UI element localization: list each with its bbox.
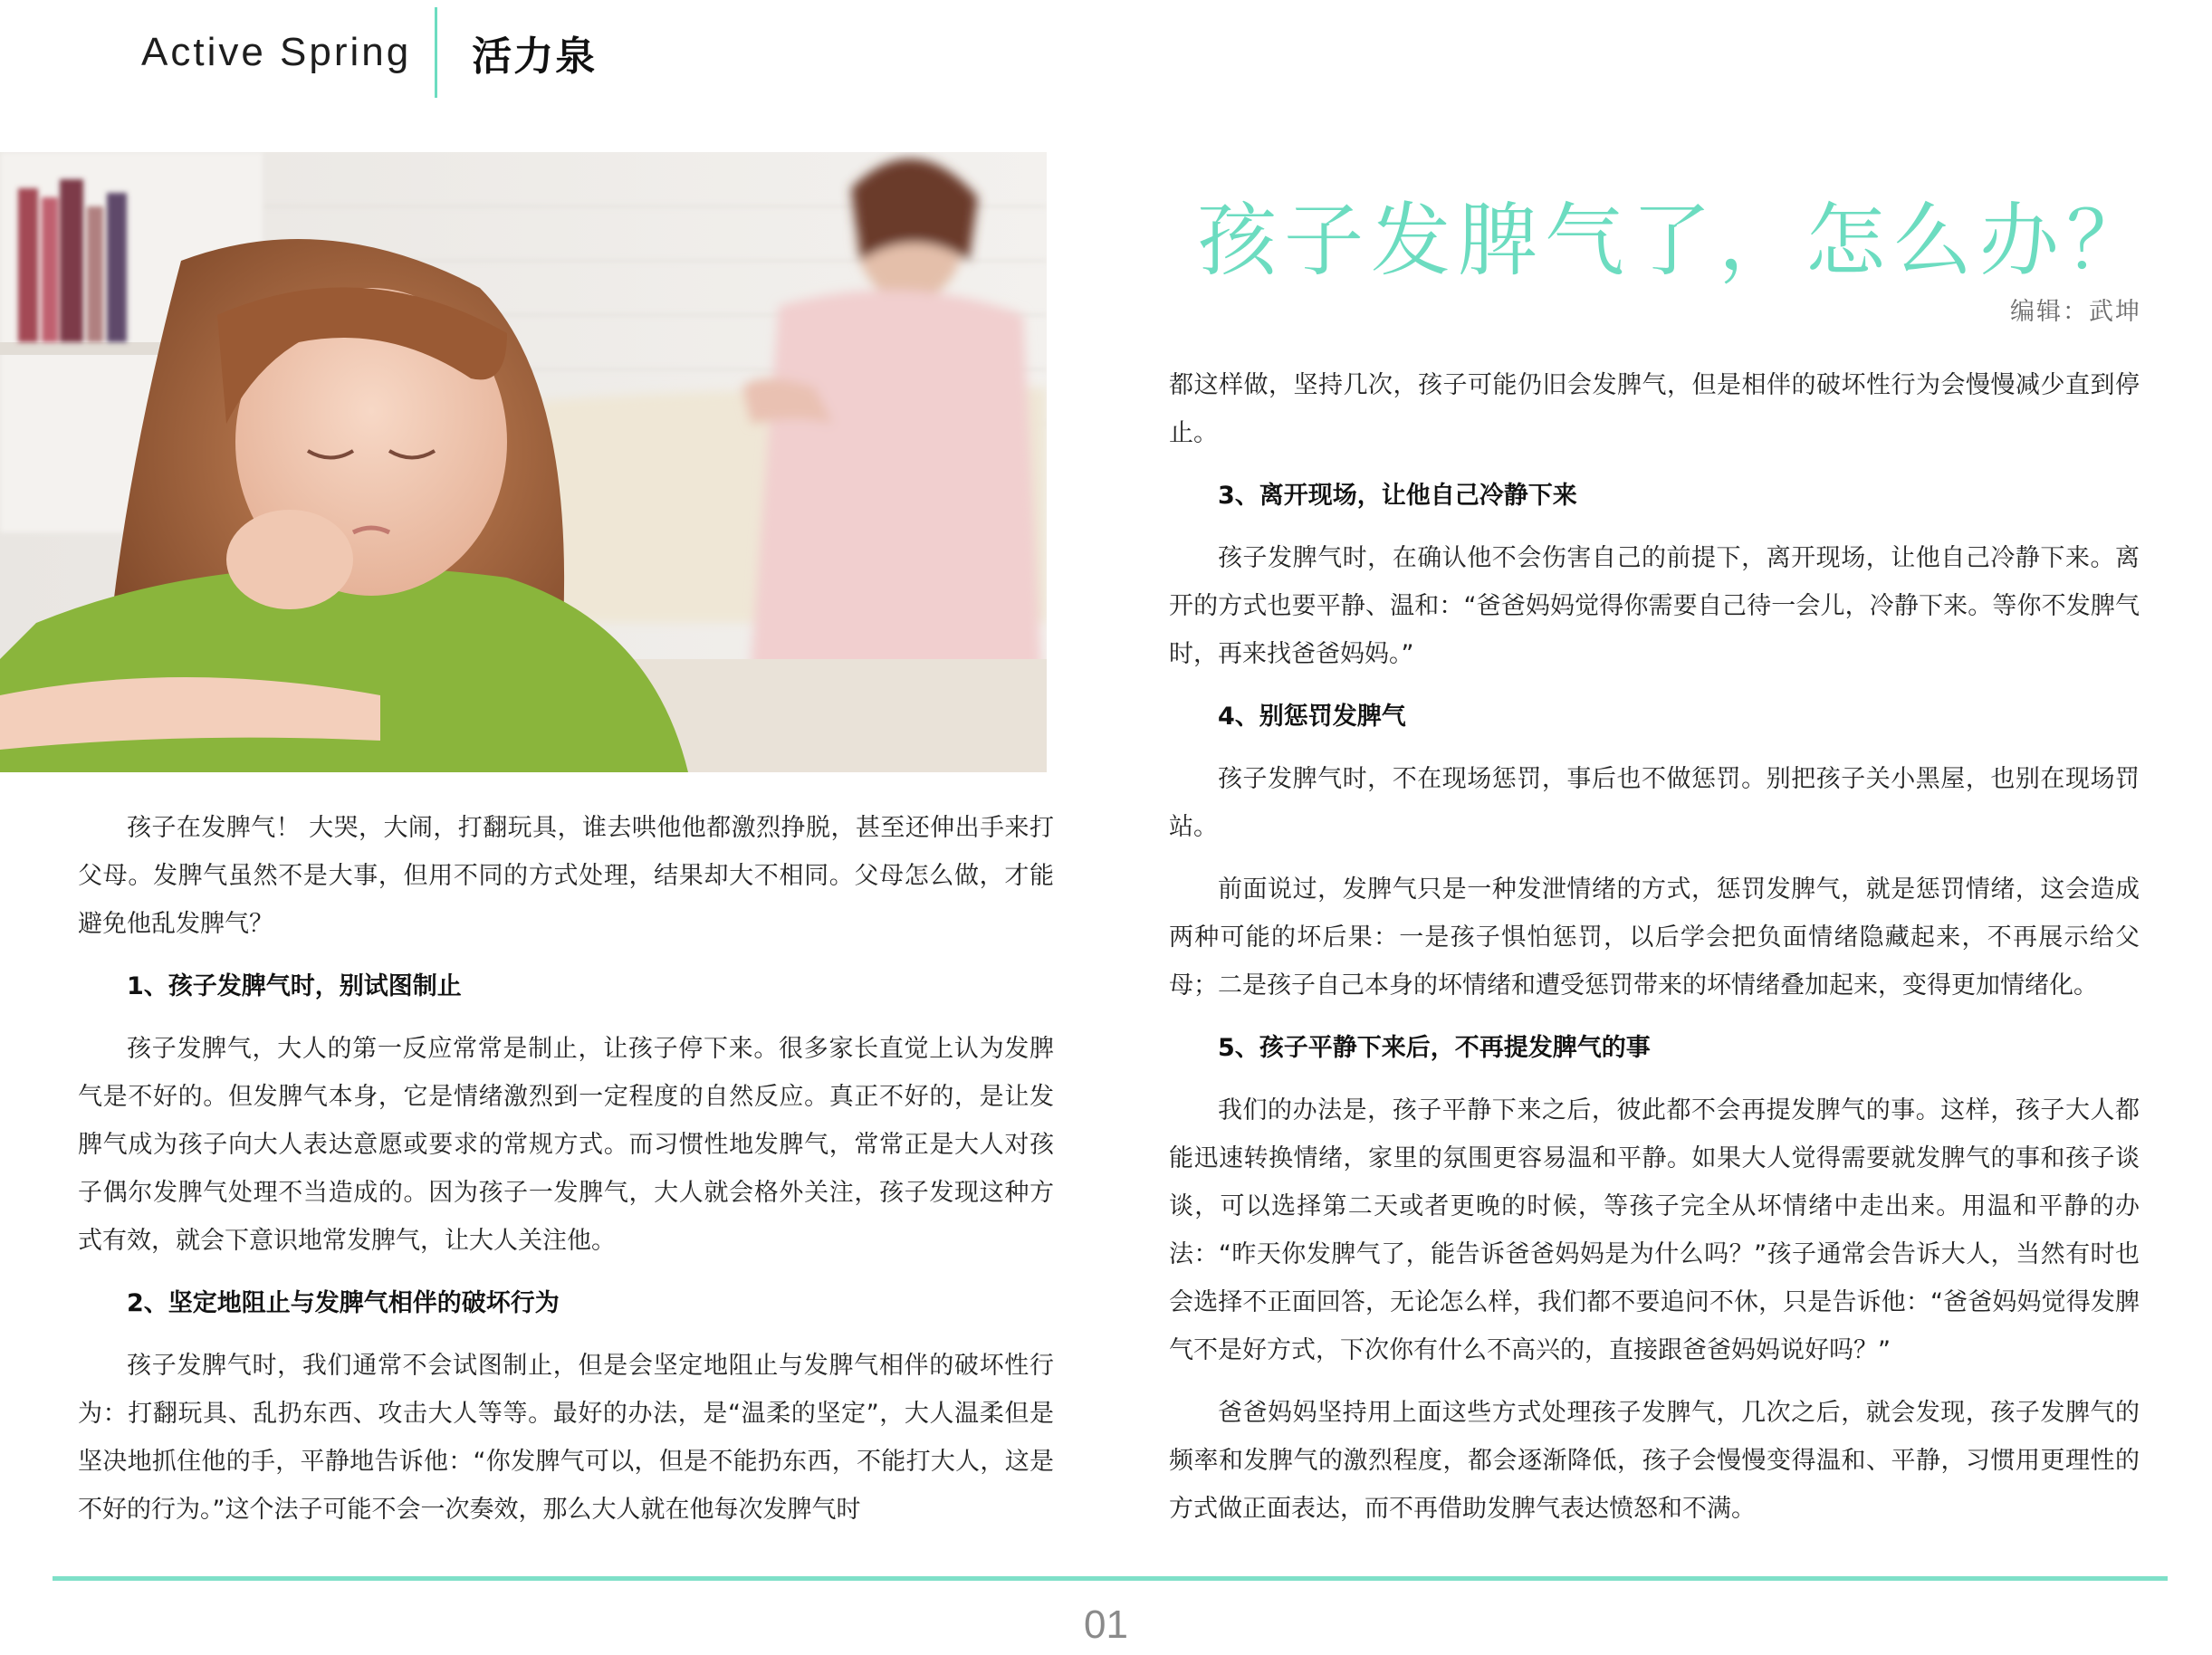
intro-paragraph: 孩子在发脾气！ 大哭，大闹，打翻玩具，谁去哄他他都激烈挣脱，甚至还伸出手来打父母。发脾气虽然不是大事，但用不同的方式处理，结果却大不相同。父母怎么做，才能避免他乱发脾气？: [78, 814, 1054, 938]
header-divider: [435, 7, 437, 98]
article-photo: [0, 152, 1047, 772]
page-number: 01: [1084, 1602, 1128, 1647]
section-paragraph-2-continued: 都这样做，坚持几次，孩子可能仍旧会发脾气，但是相伴的破坏性行为会慢慢减少直到停止。: [1169, 371, 2140, 447]
section-heading-3: 3、离开现场，让他自己冷静下来: [1218, 482, 1577, 510]
section-heading-4: 4、别惩罚发脾气: [1218, 703, 1406, 731]
footer-rule: [53, 1576, 2168, 1581]
section-heading-2: 2、坚定地阻止与发脾气相伴的破坏行为: [127, 1289, 560, 1317]
section-paragraph-4b: 前面说过，发脾气只是一种发泄情绪的方式，惩罚发脾气，就是惩罚情绪，这会造成两种可能的坏后果：一是孩子惧怕惩罚，以后学会把负面情绪隐藏起来，不再展示给父母；二是孩子自己本身的坏情绪和遭受惩罚带来的坏情绪叠加起来，变得更加情绪化。: [1169, 875, 2140, 1000]
left-text-column: [78, 804, 1054, 1548]
section-heading-1: 1、孩子发脾气时，别试图制止: [127, 972, 462, 1000]
editor-credit: 编辑：武坤: [2010, 298, 2141, 326]
article-title: 孩子发脾气了，怎么办？: [1196, 194, 2153, 287]
section-paragraph-1: 孩子发脾气，大人的第一反应常常是制止，让孩子停下来。很多家长直觉上认为发脾气是不好的。但发脾气本身，它是情绪激烈到一定程度的自然反应。真正不好的，是让发脾气成为孩子向大人表达意愿或要求的常规方式。而习惯性地发脾气，常常正是大人对孩子偶尔发脾气处理不当造成的。因为孩子一发脾气，大人就会格外关注，孩子发现这种方式有效，就会下意识地常发脾气，让大人关注他。: [78, 1035, 1054, 1255]
section-heading-5: 5、孩子平静下来后，不再提发脾气的事: [1218, 1034, 1651, 1062]
section-paragraph-3: 孩子发脾气时，在确认他不会伤害自己的前提下，离开现场，让他自己冷静下来。离开的方式也要平静、温和：“爸爸妈妈觉得你需要自己待一会儿，冷静下来。等你不发脾气时，再来找爸爸妈妈。”: [1169, 544, 2140, 668]
closing-paragraph: 爸爸妈妈坚持用上面这些方式处理孩子发脾气，几次之后，就会发现，孩子发脾气的频率和发脾气的激烈程度，都会逐渐降低，孩子会慢慢变得温和、平静，习惯用更理性的方式做正面表达，而不再借助发脾气表达愤怒和不满。: [1169, 1399, 2140, 1523]
section-paragraph-4: 孩子发脾气时，不在现场惩罚，事后也不做惩罚。别把孩子关小黑屋，也别在现场罚站。: [1169, 765, 2140, 841]
magazine-header: [141, 16, 597, 89]
photo-child-and-mother-icon: [0, 152, 1047, 772]
section-paragraph-5: 我们的办法是，孩子平静下来之后，彼此都不会再提发脾气的事。这样，孩子大人都能迅速转换情绪，家里的氛围更容易温和平静。如果大人觉得需要就发脾气的事和孩子谈谈，可以选择第二天或者更晚的时候，等孩子完全从坏情绪中走出来。用温和平静的办法：“昨天你发脾气了，能告诉爸爸妈妈是为什么吗？”孩子通常会告诉大人，当然有时也会选择不正面回答，无论怎么样，我们都不要追问不休，只是告诉他：“爸爸妈妈觉得发脾气不是好方式，下次你有什么不高兴的，直接跟爸爸妈妈说好吗？”: [1169, 1096, 2140, 1364]
brand-english-name: Active Spring: [141, 30, 412, 74]
brand-chinese-name: 活力泉: [472, 33, 598, 80]
section-paragraph-2: 孩子发脾气时，我们通常不会试图制止，但是会坚定地阻止与发脾气相伴的破坏性行为：打翻玩具、乱扔东西、攻击大人等等。最好的办法，是“温柔的坚定”，大人温柔但是坚决地抓住他的手，平静地告诉他：“你发脾气可以，但是不能扔东西，不能打大人，这是不好的行为。”这个法子可能不会一次奏效，那么大人就在他每次发脾气时: [78, 1352, 1054, 1524]
right-text-column: [1169, 361, 2140, 1547]
